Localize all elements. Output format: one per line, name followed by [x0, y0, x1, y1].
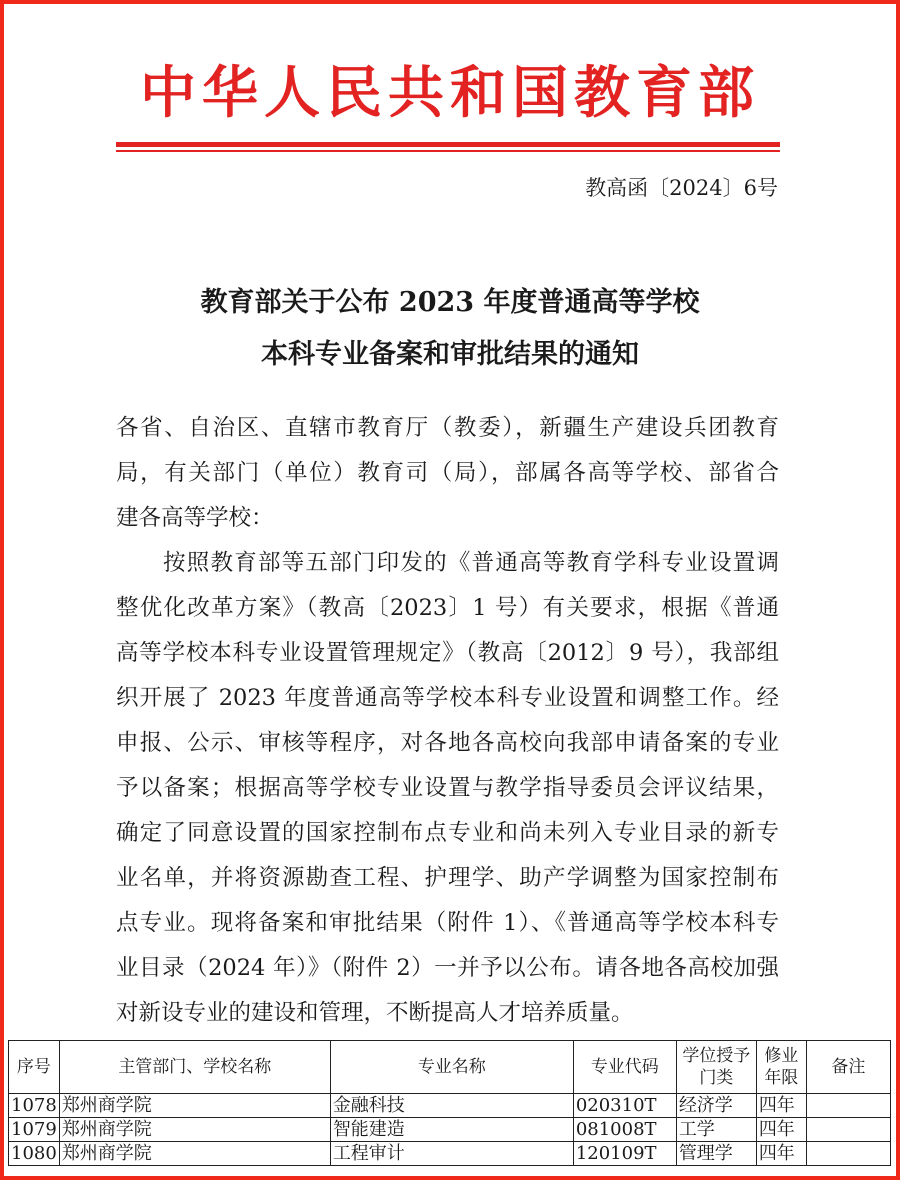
cell: 120109T [573, 1142, 676, 1166]
header-cell: 学位授予门类 [676, 1041, 756, 1094]
cell: 四年 [756, 1118, 806, 1142]
body-line: 确定了同意设置的国家控制布点专业和尚未列入专业目录的新专 [116, 820, 779, 846]
cell: 智能建造 [330, 1118, 573, 1142]
red-rule-thin [116, 150, 780, 152]
body-line: 局，有关部门（单位）教育司（局），部属各高等学校、部省合 [116, 460, 779, 486]
red-rule-thick [116, 142, 780, 147]
body-line: 业目录（2024 年）》（附件 2）一并予以公布。请各地各高校加强 [116, 955, 779, 981]
table-row [9, 1142, 891, 1166]
cell: 郑州商学院 [59, 1094, 330, 1118]
header-cell: 主管部门、学校名称 [59, 1041, 330, 1094]
body-line: 按照教育部等五部门印发的《普通高等教育学科专业设置调 [163, 550, 779, 576]
header-cell: 序号 [9, 1041, 60, 1094]
body-line: 建各高等学校： [116, 505, 274, 531]
majors-table [8, 1040, 891, 1166]
cell: 四年 [756, 1142, 806, 1166]
header-cell: 专业名称 [330, 1041, 573, 1094]
cell: 金融科技 [330, 1094, 573, 1118]
cell: 四年 [756, 1094, 806, 1118]
header-cell: 专业代码 [573, 1041, 676, 1094]
body-line: 高等学校本科专业设置管理规定》（教高〔2012〕9 号），我部组 [116, 640, 779, 666]
body-line: 各省、自治区、直辖市教育厅（教委），新疆生产建设兵团教育 [116, 415, 779, 441]
body-line: 申报、公示、审核等程序，对各地各高校向我部申请备案的专业 [116, 730, 779, 756]
table-row [9, 1118, 891, 1142]
cell: 工程审计 [330, 1142, 573, 1166]
cell [806, 1142, 890, 1166]
masthead: 中华人民共和国教育部 [140, 60, 760, 126]
cell: 郑州商学院 [59, 1142, 330, 1166]
cell: 1079 [9, 1118, 60, 1142]
body-line: 织开展了 2023 年度普通高等学校本科专业设置和调整工作。经 [116, 685, 779, 711]
body-line: 业名单，并将资源勘查工程、护理学、助产学调整为国家控制布 [116, 865, 779, 891]
cell: 管理学 [676, 1142, 756, 1166]
cell: 1078 [9, 1094, 60, 1118]
cell: 经济学 [676, 1094, 756, 1118]
cell: 郑州商学院 [59, 1118, 330, 1142]
cell: 1080 [9, 1142, 60, 1166]
body-line: 点专业。现将备案和审批结果（附件 1）、《普通高等学校本科专 [116, 910, 779, 936]
table-row [9, 1094, 891, 1118]
body-line: 对新设专业的建设和管理，不断提高人才培养质量。 [116, 1000, 634, 1026]
header-cell: 备注 [806, 1041, 890, 1094]
body-line: 整优化改革方案》（教高〔2023〕1 号）有关要求，根据《普通 [116, 595, 779, 621]
body-text [116, 410, 779, 1040]
body-line: 予以备案；根据高等学校专业设置与教学指导委员会评议结果， [116, 775, 779, 801]
cell [806, 1118, 890, 1142]
cell [806, 1094, 890, 1118]
cell: 081008T [573, 1118, 676, 1142]
header-cell: 修业年限 [756, 1041, 806, 1094]
title-line-2: 本科专业备案和审批结果的通知 [261, 339, 639, 370]
document-number: 教高函〔2024〕6号 [585, 176, 778, 200]
cell: 工学 [676, 1118, 756, 1142]
title-line-1: 教育部关于公布 2023 年度普通高等学校 [200, 287, 700, 318]
table-header-row [9, 1041, 891, 1094]
cell: 020310T [573, 1094, 676, 1118]
